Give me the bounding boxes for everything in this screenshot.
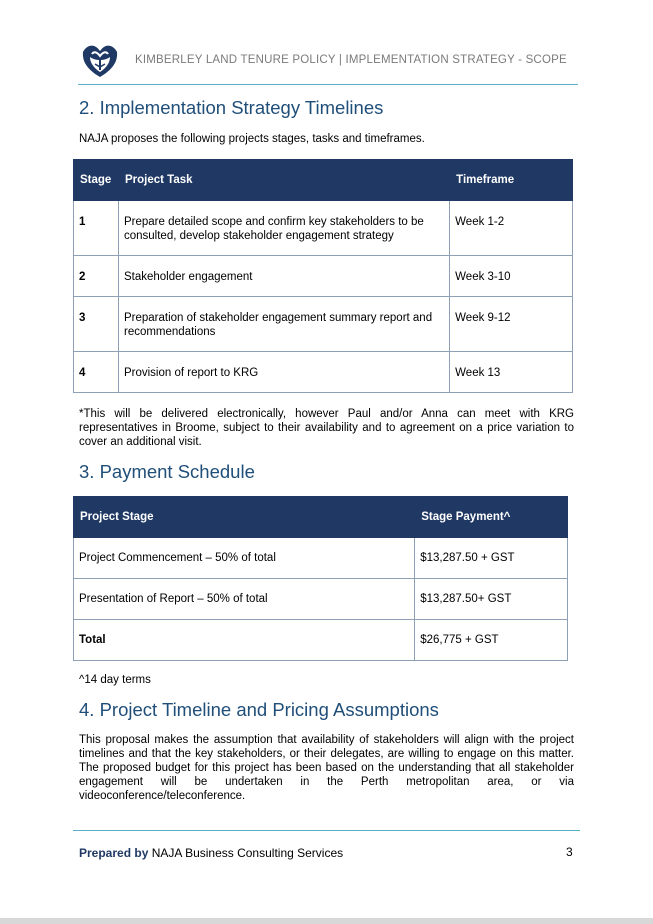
column-header-timeframe: Timeframe [450,160,573,201]
column-header-stage-payment: Stage Payment^ [415,497,568,538]
page-number: 3 [566,845,573,859]
stage-payment-cell: $13,287.50+ GST [415,579,568,620]
column-header-project-stage: Project Stage [74,497,415,538]
payment-terms: ^14 day terms [79,674,151,686]
table-row [74,201,573,256]
section-2-intro: NAJA proposes the following projects stages, tasks and timeframes. [79,133,425,145]
prepared-by-label: Prepared by [79,846,149,860]
footer-divider [73,830,580,831]
project-stage-cell: Project Commencement – 50% of total [74,538,415,579]
task-cell: Stakeholder engagement [118,256,449,297]
task-cell: Preparation of stakeholder engagement summary report and recommendations [118,297,449,352]
column-header-project-task: Project Task [118,160,449,201]
stage-payment-cell: $13,287.50 + GST [415,538,568,579]
task-cell: Prepare detailed scope and confirm key stakeholders to be consulted, develop stakeholder engagement strategy [118,201,449,256]
page-header [80,42,580,82]
timeframe-cell: Week 3-10 [450,256,573,297]
page-bottom-edge [0,918,653,924]
naja-logo-icon [80,42,120,78]
stage-cell: 2 [74,256,119,297]
total-row [74,620,568,661]
section-4-heading: 4. Project Timeline and Pricing Assumptions [79,699,439,720]
total-payment-cell: $26,775 + GST [415,620,568,661]
table-row [74,538,568,579]
timeframe-cell: Week 1-2 [450,201,573,256]
timeframe-cell: Week 9-12 [450,297,573,352]
timeline-table-header-row [74,160,573,201]
table-row [74,352,573,393]
header-divider [78,84,578,85]
payment-schedule-table [73,496,568,661]
timeline-table [73,159,573,393]
table-row [74,297,573,352]
section-2-heading: 2. Implementation Strategy Timelines [79,97,384,118]
header-title: KIMBERLEY LAND TENURE POLICY | IMPLEMENTATION STRATEGY - SCOPE [135,54,567,66]
company-name: NAJA Business Consulting Services [151,846,344,860]
timeframe-cell: Week 13 [450,352,573,393]
stage-cell: 3 [74,297,119,352]
footer-prepared-by [79,846,343,860]
stage-cell: 1 [74,201,119,256]
table-row [74,579,568,620]
stage-cell: 4 [74,352,119,393]
payment-table-header-row [74,497,568,538]
section-3-heading: 3. Payment Schedule [79,461,255,482]
project-stage-cell: Presentation of Report – 50% of total [74,579,415,620]
table-row [74,256,573,297]
task-cell: Provision of report to KRG [118,352,449,393]
column-header-stage: Stage [74,160,119,201]
section-4-body: This proposal makes the assumption that availability of stakeholders will align with the project timelines and that the key stakeholders, or their delegates, are willing to engage on this matter. The proposed budget for this project has been based on the understanding that all stakeholder engagement will be undertaken in the Perth metropolitan area, or via videoconference/teleconference. [79,734,574,802]
section-2-note: *This will be delivered electronically, however Paul and/or Anna can meet with KRG representatives in Broome, subject to their availability and to agreement on a price variation to cover an additional visit. [79,408,574,448]
total-label-cell: Total [74,620,415,661]
